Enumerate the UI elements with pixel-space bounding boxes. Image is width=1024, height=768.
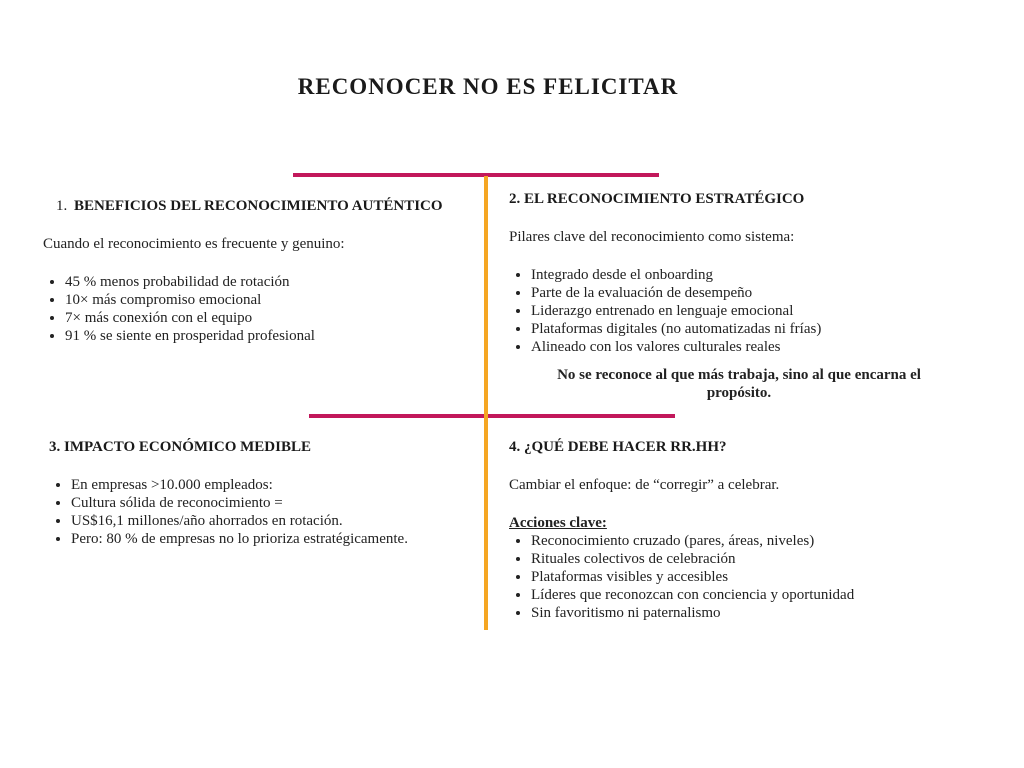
section-intro: Cuando el reconocimiento es frecuente y genuino:: [43, 236, 345, 252]
list-item: • 91 % se siente en prosperidad profesional: [65, 327, 473, 345]
section-benefits: [43, 197, 473, 345]
list-item: • Plataformas visibles y accesibles: [531, 568, 949, 586]
list-item: • Sin favoritismo ni paternalismo: [531, 604, 949, 622]
list-item: • Rituales colectivos de celebración: [531, 550, 949, 568]
actions-label: Acciones clave:: [509, 515, 607, 531]
purpose-note: No se reconoce al que más trabaja, sino al que encarna el propósito.: [557, 367, 921, 401]
top-accent-line: [293, 173, 659, 177]
section-title: 2. EL RECONOCIMIENTO ESTRATÉGICO: [509, 191, 805, 207]
list-item: • Cultura sólida de reconocimiento =: [71, 494, 474, 512]
list-item: • Alineado con los valores culturales reales: [531, 338, 949, 356]
list-item: • Reconocimiento cruzado (pares, áreas, niveles): [531, 532, 949, 550]
list-item: • Plataformas digitales (no automatizadas ni frías): [531, 320, 949, 338]
list-item: • Liderazgo entrenado en lenguaje emocional: [531, 302, 949, 320]
vertical-divider: [484, 176, 488, 630]
section-title: BENEFICIOS DEL RECONOCIMIENTO AUTÉNTICO: [74, 198, 443, 214]
section-title: 4. ¿QUÉ DEBE HACER RR.HH?: [509, 439, 727, 455]
section-intro: Cambiar el enfoque: de “corregir” a celebrar.: [509, 477, 780, 493]
page-title: RECONOCER NO ES FELICITAR: [297, 74, 679, 99]
benefits-list: [43, 273, 473, 345]
list-item: • US$16,1 millones/año ahorrados en rotación.: [71, 512, 474, 530]
list-item: • Integrado desde el onboarding: [531, 266, 949, 284]
impact-list: [49, 476, 474, 548]
section-intro: Pilares clave del reconocimiento como sistema:: [509, 229, 795, 245]
list-item: • 10× más compromiso emocional: [65, 291, 473, 309]
section-title: 3. IMPACTO ECONÓMICO MEDIBLE: [49, 439, 311, 455]
list-item: • Parte de la evaluación de desempeño: [531, 284, 949, 302]
pillars-list: [509, 266, 949, 356]
section-economic-impact: [49, 438, 474, 548]
list-item: • Pero: 80 % de empresas no lo prioriza estratégicamente.: [71, 530, 474, 548]
section-strategic: [509, 190, 949, 402]
section-number: 1.: [56, 198, 68, 214]
list-item: • 45 % menos probabilidad de rotación: [65, 273, 473, 291]
section-hr-actions: [509, 438, 949, 622]
middle-accent-line: [309, 414, 675, 418]
section-benefits-heading: [43, 197, 473, 215]
list-item: • 7× más conexión con el equipo: [65, 309, 473, 327]
list-item: • Líderes que reconozcan con conciencia y oportunidad: [531, 586, 949, 604]
list-item: • En empresas >10.000 empleados:: [71, 476, 474, 494]
actions-list: [509, 532, 949, 622]
